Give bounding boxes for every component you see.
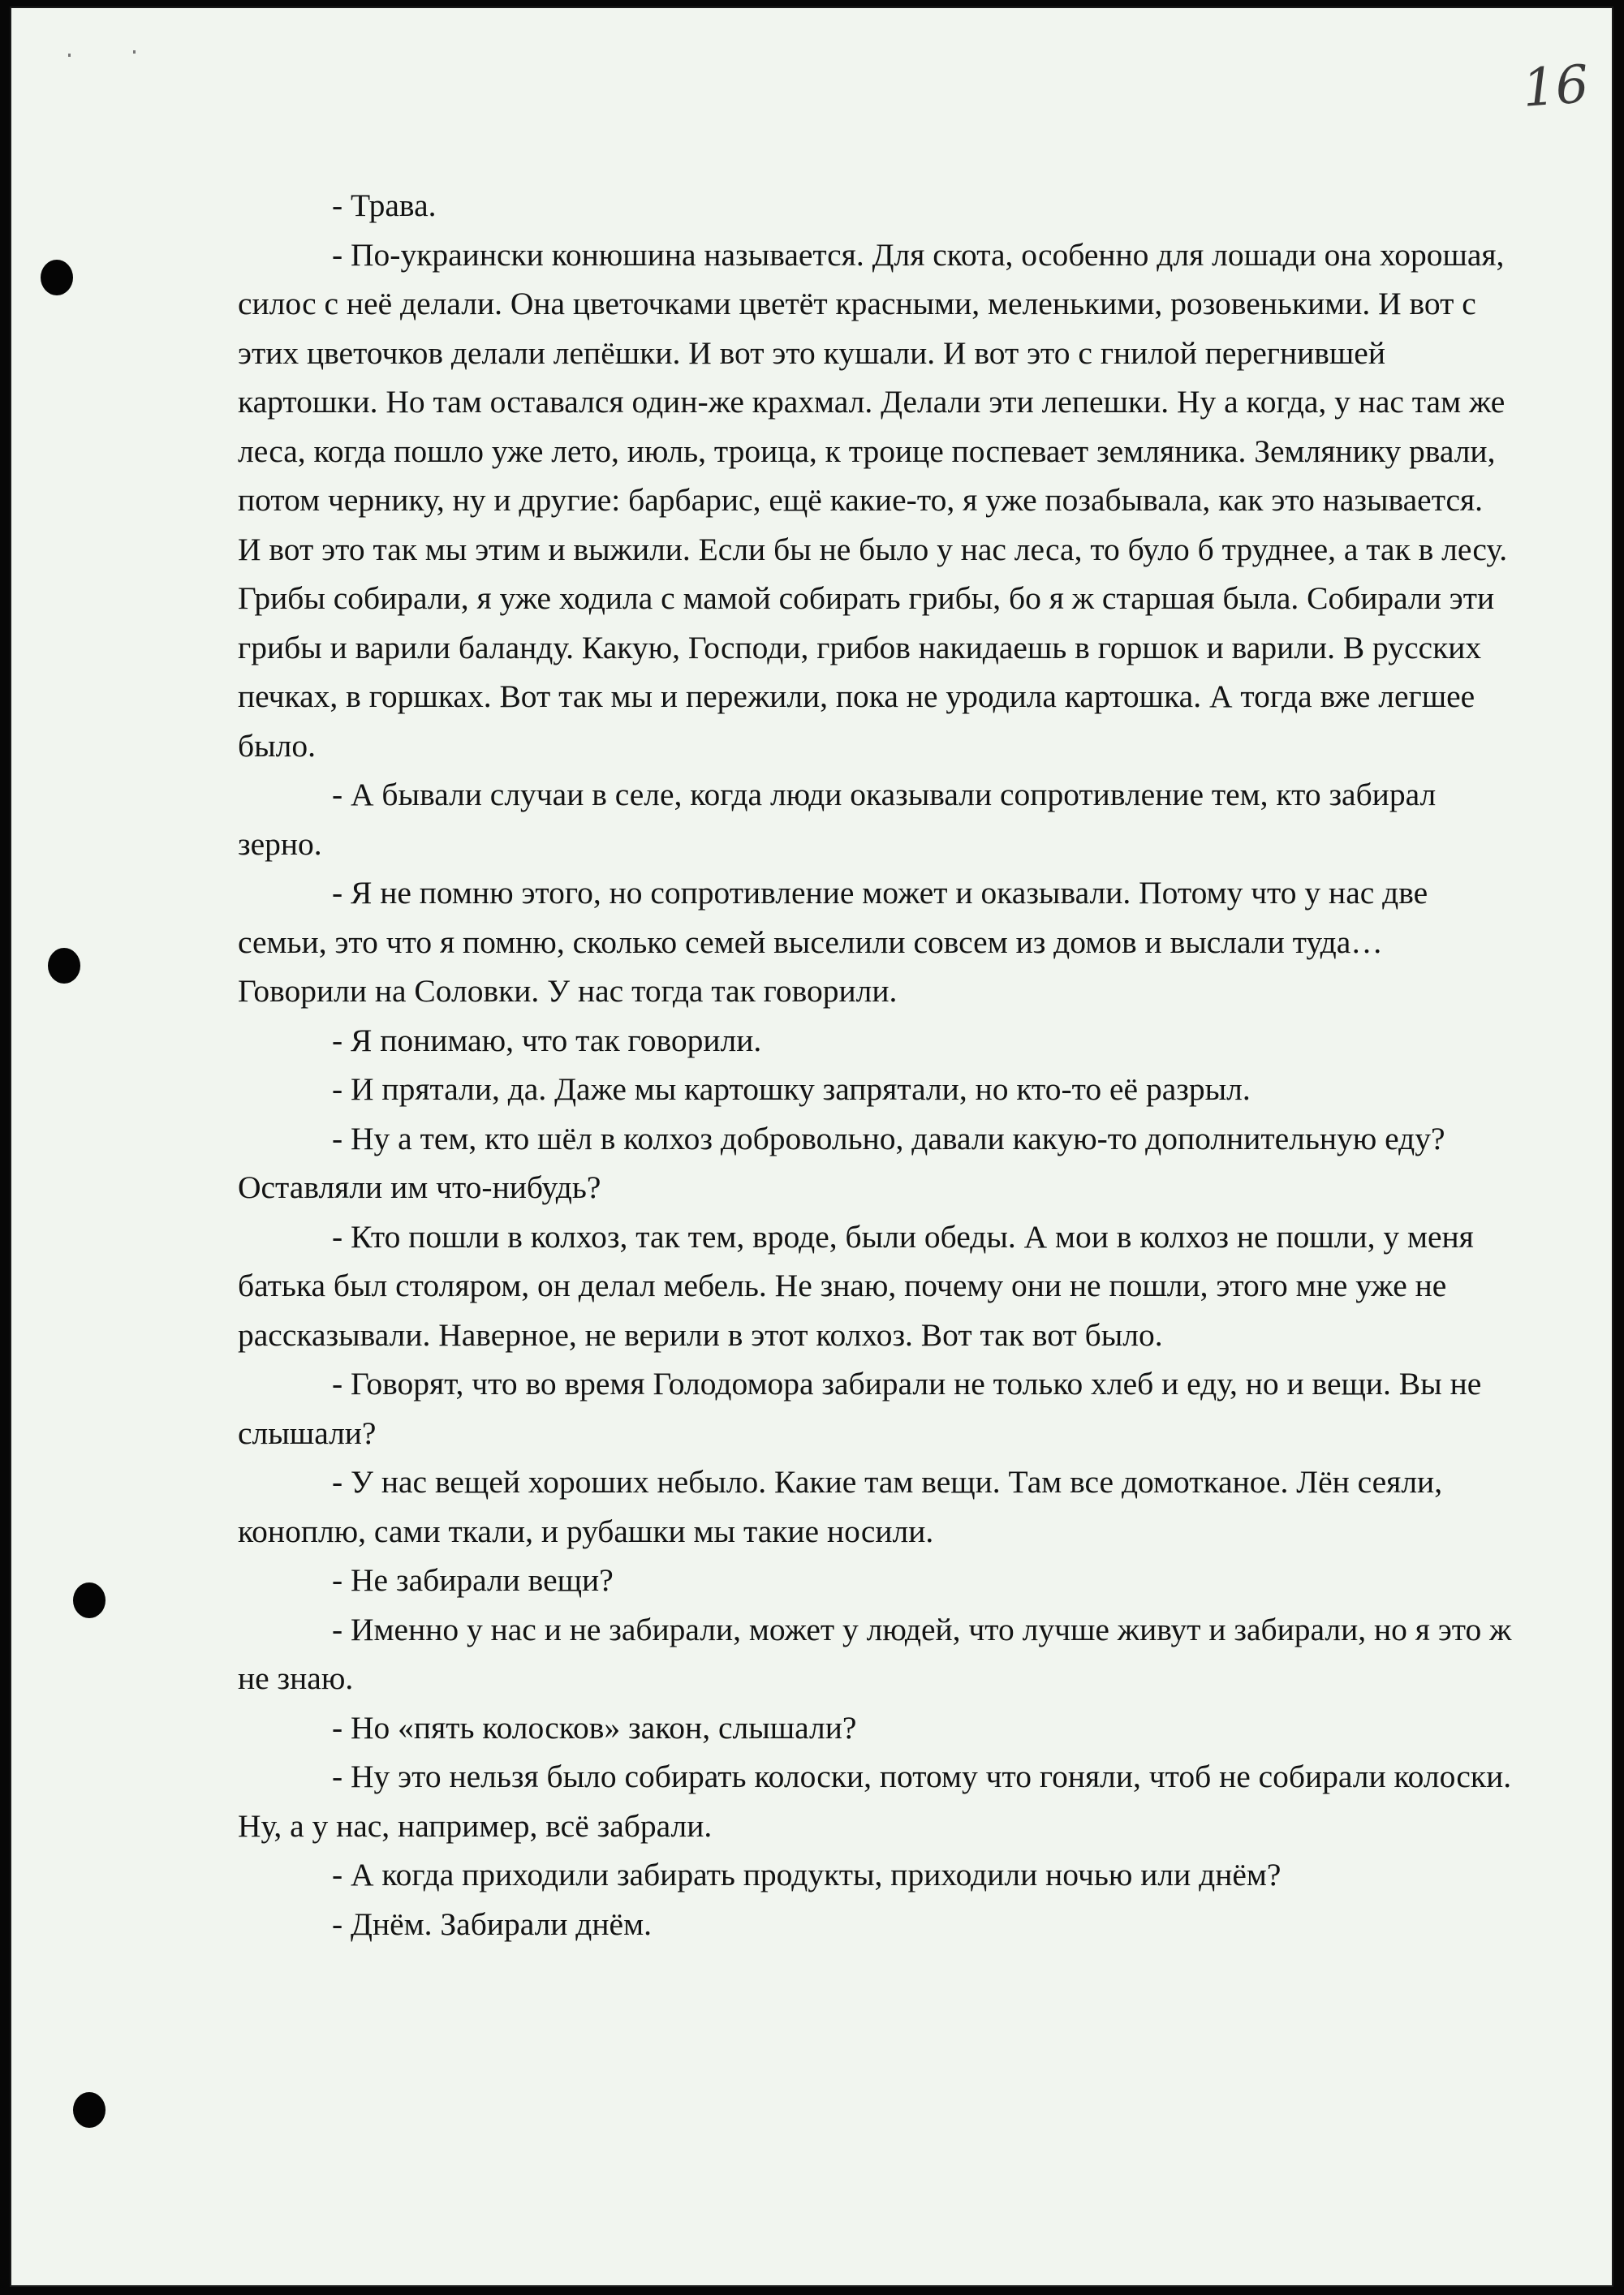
paragraph: - У нас вещей хороших небыло. Какие там вещи. Там все домотканое. Лён сеяли, коноплю, сами ткали, и рубашки мы такие носили. [238,1464,1443,1549]
punch-hole [48,948,80,984]
ink-speck [133,50,136,54]
interview-transcript [238,181,1512,1948]
punch-hole [73,2092,106,2128]
paragraph: - Не забирали вещи? [332,1562,614,1598]
paragraph: - Я не помню этого, но сопротивление может и оказывали. Потому что у нас две семьи, это что я помню, сколько семей выселили совсем из домов и выслали туда… Говорили на Соловки. У нас тогда так говорили. [238,875,1428,1009]
paragraph: - И прятали, да. Даже мы картошку запрятали, но кто-то её разрыл. [332,1071,1251,1107]
paragraph: - Ну а тем, кто шёл в колхоз добровольно, давали какую-то дополнительную еду? Оставляли им что-нибудь? [238,1120,1445,1205]
paragraph: - Ну это нельзя было собирать колоски, потому что гоняли, чтоб не собирали колоски. Ну, а у нас, например, всё забрали. [238,1759,1512,1844]
handwritten-page-number: 16 [1520,54,1591,119]
paragraph: - Но «пять колосков» закон, слышали? [332,1709,857,1746]
paragraph: - По-украински конюшина называется. Для скота, особенно для лошади она хорошая, силос с неё делали. Она цветочками цветёт красными, меленькими, розовенькими. И вот с этих цветочков делали лепёшки. И вот это кушали. И вот это с гнилой перегнившей картошки. Но там оставался один-же крахмал. Делали эти лепешки. Ну а когда, у нас там же леса, когда пошло уже лето, июль, троица, к троице поспевает земляника. Землянику рвали, потом чернику, ну и другие: барбарис, ещё какие-то, я уже позабывала, как это называется. И вот это так мы этим и выжили. Если бы не было у нас леса, то було б труднее, а так в лесу. Грибы собирали, я уже ходила с мамой собирать грибы, бо я ж старшая была. Собирали эти грибы и варили баланду. Какую, Господи, грибов накидаешь в горшок и варили. В русских печках, в горшках. Вот так мы и пережили, пока не уродила картошка. А тогда вже легшее было. [238,236,1508,764]
punch-hole [73,1582,106,1618]
paragraph: - Кто пошли в колхоз, так тем, вроде, были обеды. А мои в колхоз не пошли, у меня батька был столяром, он делал мебель. Не знаю, почему они не пошли, этого мне уже не рассказывали. Наверное, не верили в этот колхоз. Вот так вот было. [238,1218,1474,1353]
paragraph: - Я понимаю, что так говорили. [332,1022,762,1058]
paragraph: - А когда приходили забирать продукты, приходили ночью или днём? [332,1857,1282,1892]
paragraph: - Трава. [332,187,437,223]
paragraph: - А бывали случаи в селе, когда люди оказывали сопротивление тем, кто забирал зерно. [238,777,1437,862]
punch-hole [41,260,73,295]
ink-speck [68,54,71,57]
paragraph: - Днём. Забирали днём. [332,1905,652,1942]
paragraph: - Говорят, что во время Голодомора забирали не только хлеб и еду, но и вещи. Вы не слышали? [238,1366,1482,1451]
document-page [11,8,1612,2285]
paragraph: - Именно у нас и не забирали, может у людей, что лучше живут и забирали, но я это ж не знаю. [238,1611,1512,1696]
